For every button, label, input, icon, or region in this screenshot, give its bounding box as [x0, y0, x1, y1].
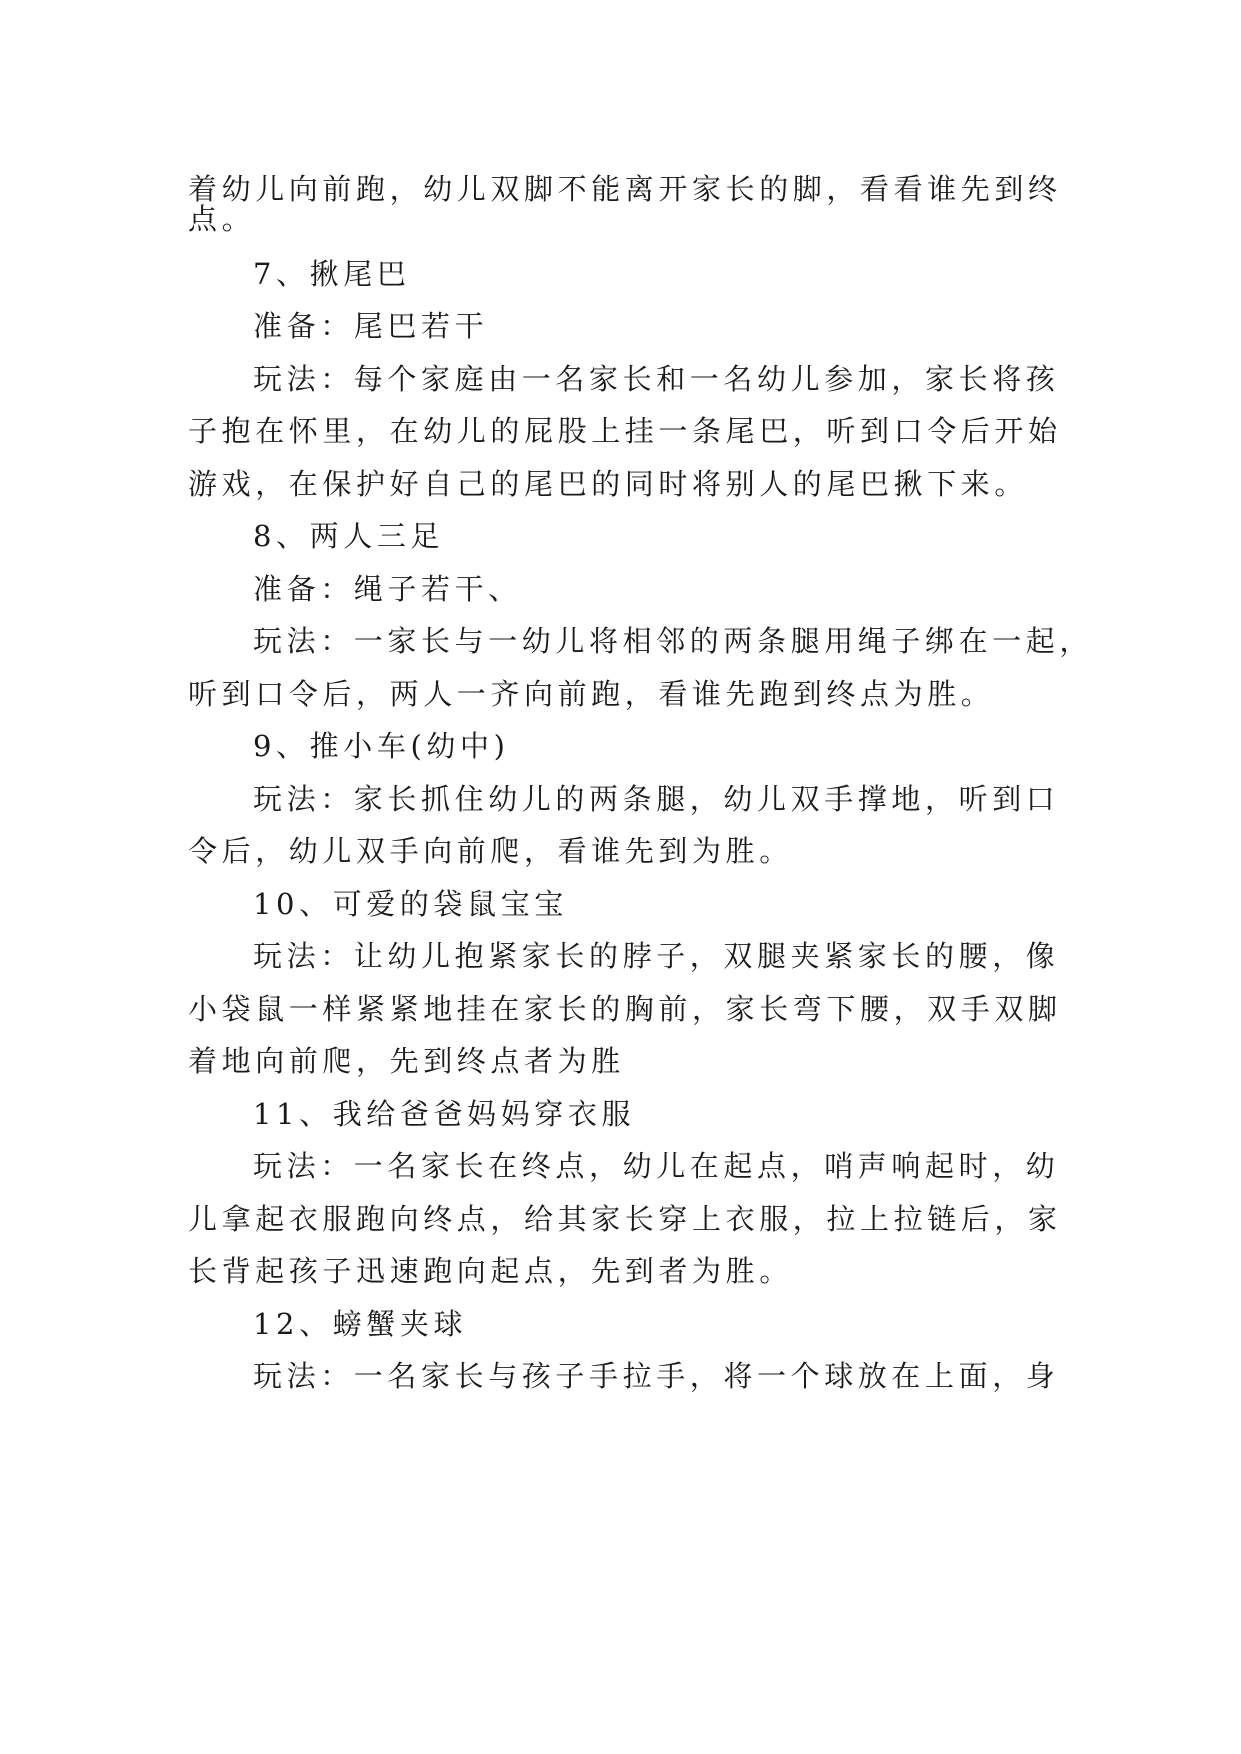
preparation-line: 准备：尾巴若干 — [253, 309, 489, 343]
body-text-line: 游戏，在保护好自己的尾巴的同时将别人的尾巴揪下来。 — [188, 467, 1029, 501]
body-text-line: 子抱在怀里，在幼儿的屁股上挂一条尾巴，听到口令后开始 — [188, 414, 1062, 448]
body-text-line: 听到口令后，两人一齐向前跑，看谁先跑到终点为胜。 — [188, 677, 995, 711]
game-heading: 11、我给爸爸妈妈穿衣服 — [253, 1097, 636, 1131]
rules-line: 玩法：一家长与一幼儿将相邻的两条腿用绳子绑在一起， — [253, 624, 1094, 658]
rules-line: 玩法：家长抓住幼儿的两条腿，幼儿双手撑地，听到口 — [253, 782, 1060, 816]
game-heading: 10、可爱的袋鼠宝宝 — [253, 887, 568, 921]
body-text-line: 小袋鼠一样紧紧地挂在家长的胸前，家长弯下腰，双手双脚 — [188, 992, 1062, 1026]
body-text-line: 长背起孩子迅速跑向起点，先到者为胜。 — [188, 1254, 793, 1288]
game-heading: 9、推小车(幼中) — [253, 729, 510, 763]
rules-line: 玩法：一名家长与孩子手拉手，将一个球放在上面，身 — [253, 1359, 1060, 1393]
preparation-line: 准备：绳子若干、 — [253, 572, 522, 606]
game-heading: 8、两人三足 — [253, 519, 445, 553]
body-text-line: 令后，幼儿双手向前爬，看谁先到为胜。 — [188, 834, 793, 868]
body-text-line: 点。 — [188, 202, 256, 236]
rules-line: 玩法：让幼儿抱紧家长的脖子，双腿夹紧家长的腰，像 — [253, 939, 1060, 973]
game-heading: 7、揪尾巴 — [253, 257, 411, 291]
body-text-line: 儿拿起衣服跑向终点，给其家长穿上衣服，拉上拉链后，家 — [188, 1202, 1062, 1236]
rules-line: 玩法：每个家庭由一名家长和一名幼儿参加，家长将孩 — [253, 362, 1060, 396]
body-text-line: 着幼儿向前跑，幼儿双脚不能离开家长的脚，看看谁先到终 — [188, 172, 1062, 206]
body-text-line: 着地向前爬，先到终点者为胜 — [188, 1044, 625, 1078]
game-heading: 12、螃蟹夹球 — [253, 1307, 468, 1341]
rules-line: 玩法：一名家长在终点，幼儿在起点，哨声响起时，幼 — [253, 1149, 1060, 1183]
